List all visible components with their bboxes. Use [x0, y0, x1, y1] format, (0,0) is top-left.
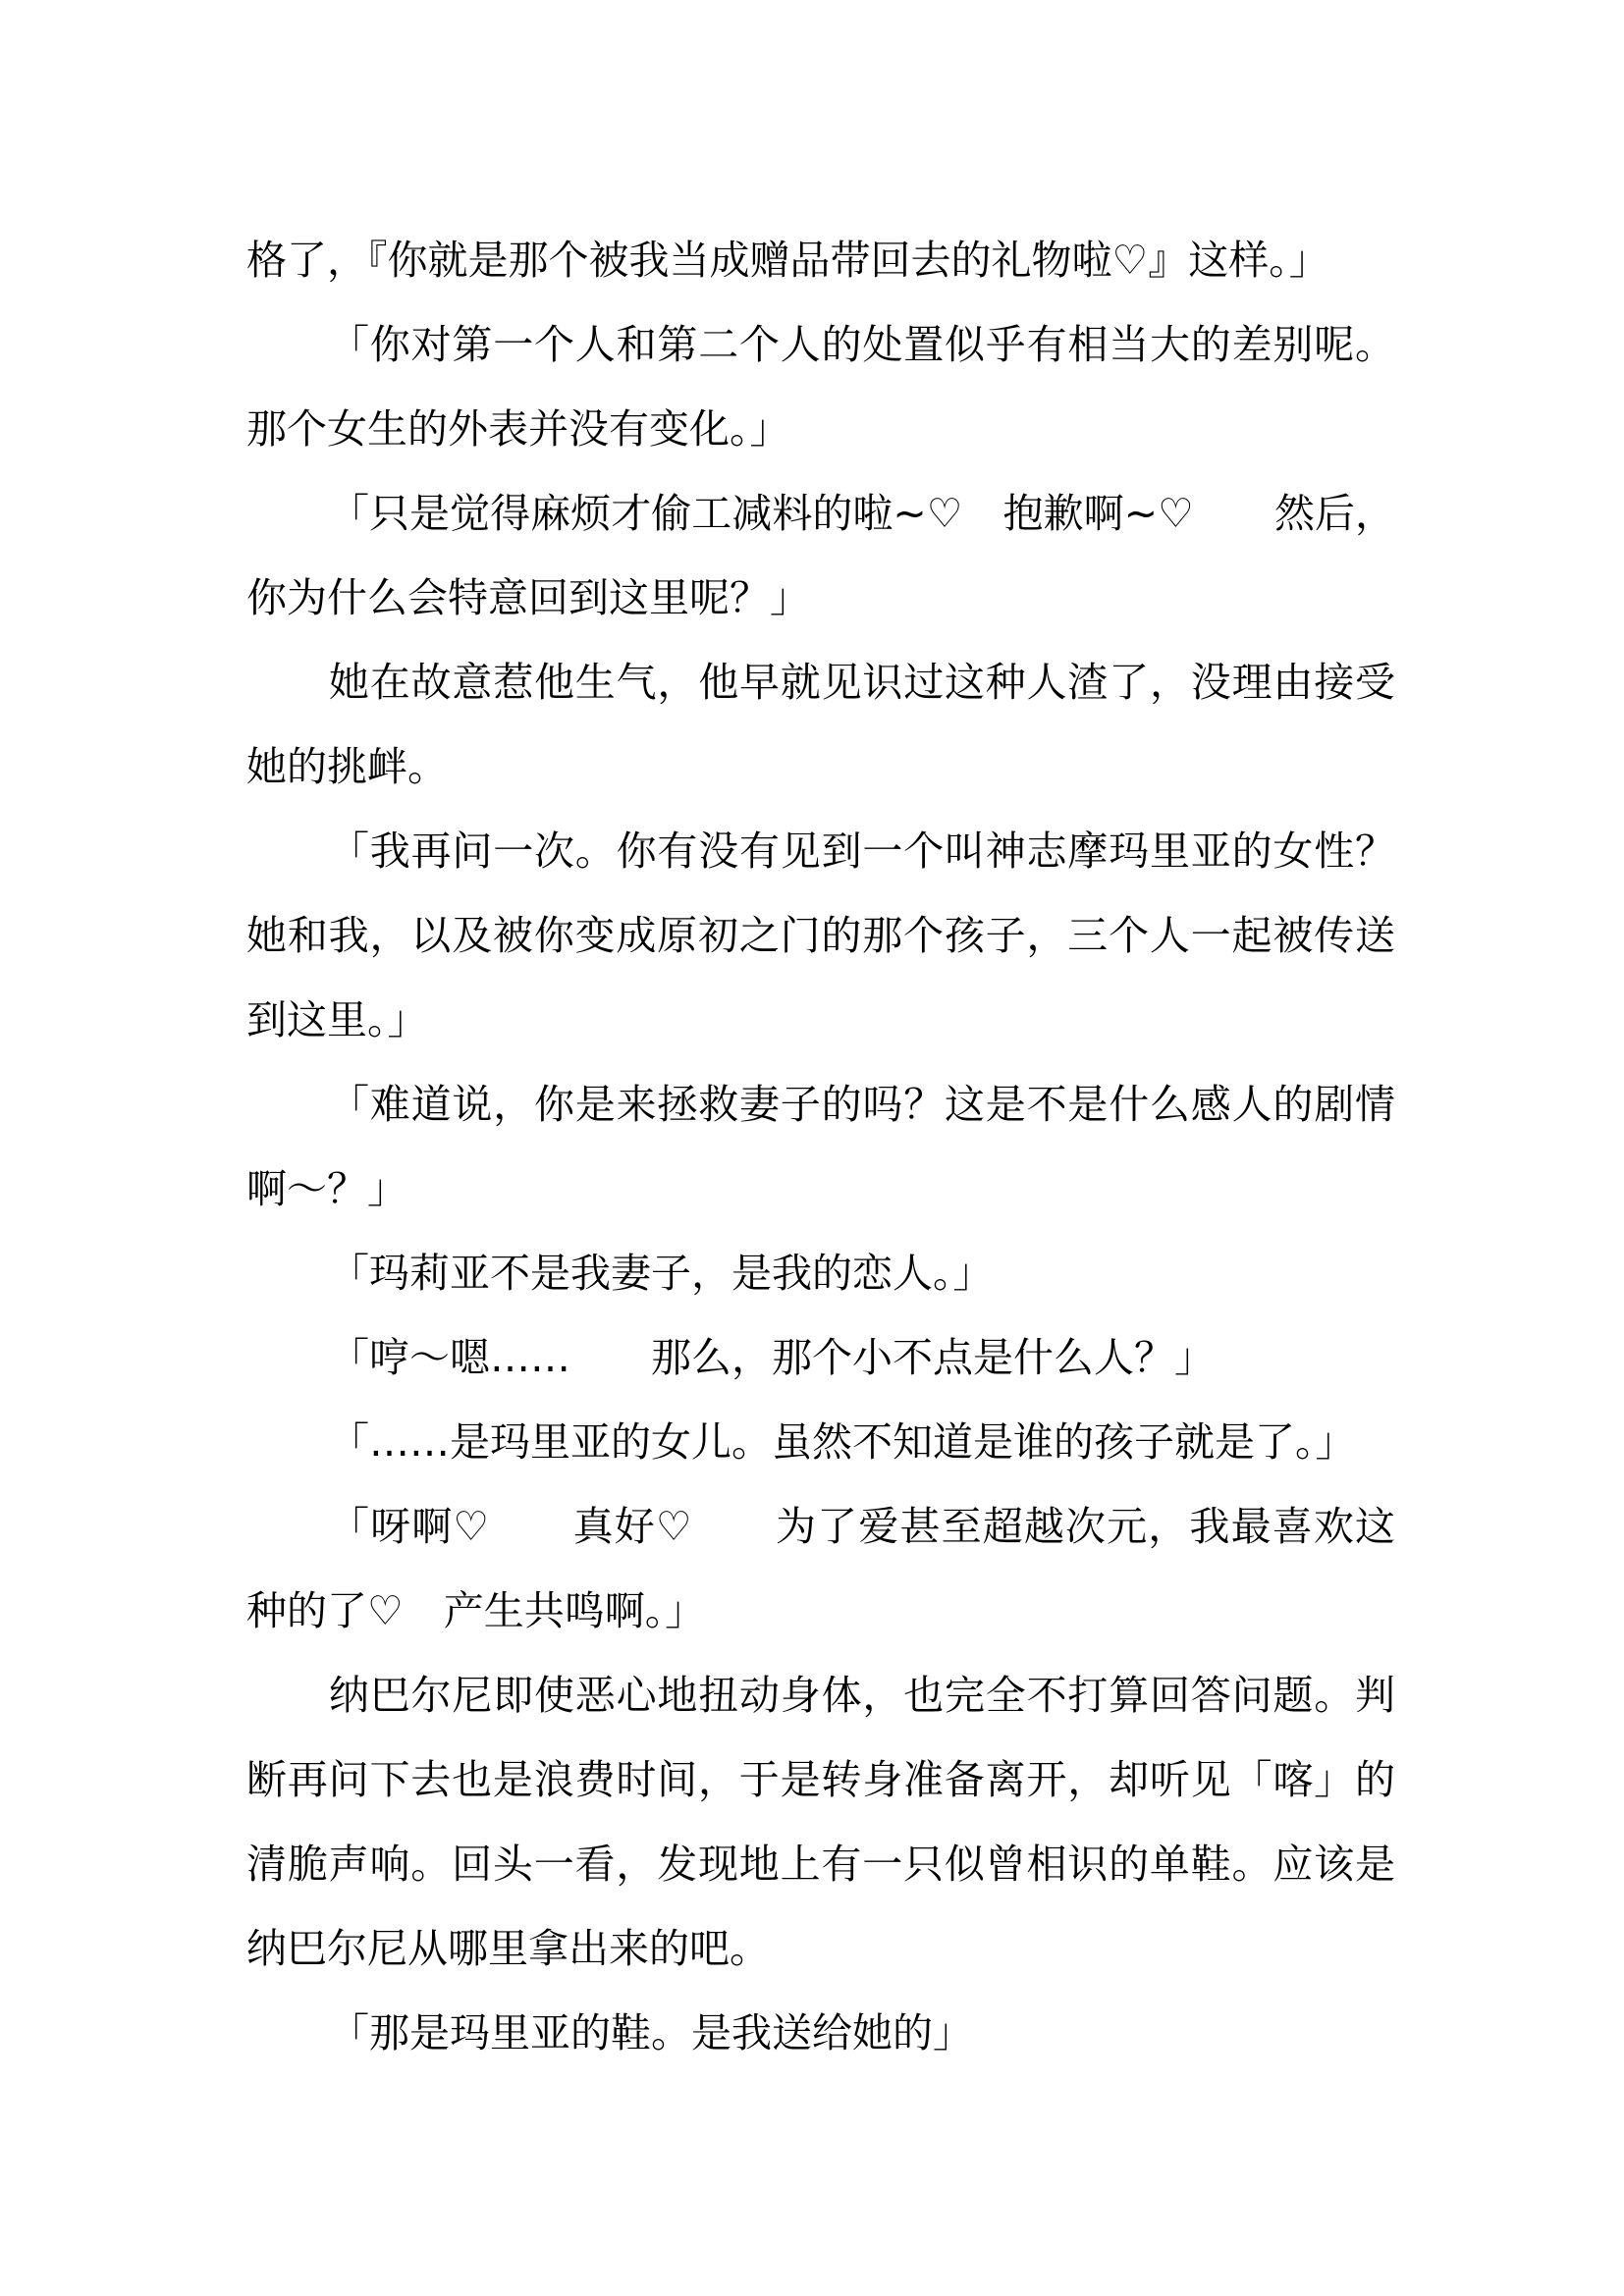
document-page [246, 218, 1395, 2075]
paragraph-11: 纳巴尔尼即使恶心地扭动身体，也完全不打算回答问题。判断再问下去也是浪费时间，于是转身准备离开，却听见「喀」的清脆声响。回头一看，发现地上有一只似曾相识的单鞋。应该是纳巴尔尼从哪里拿出来的吧。 [246, 1672, 1395, 1972]
paragraph-3: 「只是觉得麻烦才偷工减料的啦~♡ 抱歉啊~♡ 然后，你为什么会特意回到这里呢？」 [246, 490, 1395, 621]
paragraph-2: 「你对第一个人和第二个人的处置似乎有相当大的差别呢。那个女生的外表并没有变化。」 [246, 321, 1395, 453]
paragraph-1: 格了，『你就是那个被我当成赠品带回去的礼物啦♡』这样。」 [246, 237, 1329, 284]
paragraph-6: 「难道说，你是来拯救妻子的吗？这是不是什么感人的剧情啊～？」 [246, 1081, 1395, 1212]
paragraph-7: 「玛莉亚不是我妻子，是我的恋人。」 [329, 1250, 994, 1297]
paragraph-5: 「我再问一次。你有没有见到一个叫神志摩玛里亚的女性？她和我，以及被你变成原初之门的那个孩子，三个人一起被传送到这里。」 [246, 828, 1395, 1043]
paragraph-12: 「那是玛里亚的鞋。是我送给她的」 [329, 2009, 973, 2056]
paragraph-10: 「呀啊♡ 真好♡ 为了爱甚至超越次元，我最喜欢这种的了♡ 产生共鸣啊。」 [246, 1503, 1395, 1634]
paragraph-4: 她在故意惹他生气，他早就见识过这种人渣了，没理由接受她的挑衅。 [246, 659, 1395, 790]
paragraph-9: 「……是玛里亚的女儿。虽然不知道是谁的孩子就是了。」 [329, 1418, 1356, 1466]
paragraph-8: 「哼～嗯…… 那么，那个小不点是什么人？」 [329, 1334, 1215, 1381]
